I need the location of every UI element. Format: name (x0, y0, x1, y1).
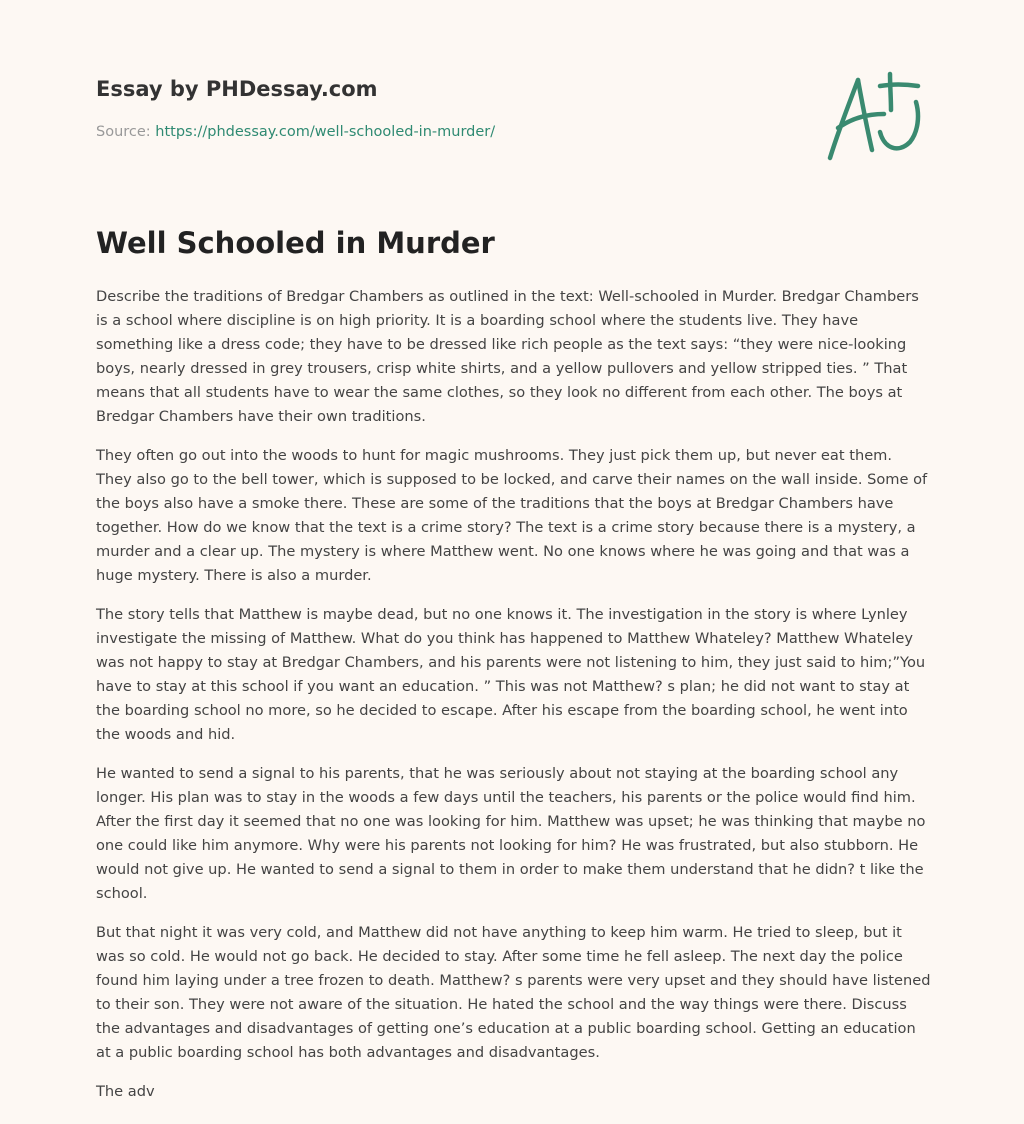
essay-title: Well Schooled in Murder (96, 226, 495, 260)
essay-paragraph: But that night it was very cold, and Matthew did not have anything to keep him warm. He tried to sleep, but it was so cold. He would not go back. He decided to stay. After some time he fell asleep. The next day the police found him laying under a tree frozen to death. Matthew? s parents were very upset and they should have listened to their son. They were not aware of the situation. He hated the school and the way things were there. Discuss the advantages and disadvantages of getting one’s education at a public boarding school. Getting an education at a public boarding school has both advantages and disadvantages. (96, 924, 931, 1061)
essay-body (96, 285, 932, 1119)
essay-paragraph: He wanted to send a signal to his parents, that he was seriously about not staying at the boarding school any longer. His plan was to stay in the woods a few days until the teachers, his parents or the police would find him. After the first day it seemed that no one was looking for him. Matthew was upset; he was thinking that maybe no one could like him anymore. Why were his parents not looking for him? He was frustrated, but also stubborn. He would not give up. He wanted to send a signal to them in order to make them understand that he didn? t like the school. (96, 765, 926, 902)
essay-paragraph: They often go out into the woods to hunt for magic mushrooms. They just pick them up, but never eat them. They also go to the bell tower, which is supposed to be locked, and carve their names on the wall inside. Some of the boys also have a smoke there. These are some of the traditions that the boys at Bredgar Chambers have together. How do we know that the text is a crime story? The text is a crime story because there is a mystery, a murder and a clear up. The mystery is where Matthew went. No one knows where he was going and that was a huge mystery. There is also a murder. (96, 447, 928, 584)
source-line (96, 124, 495, 140)
source-label: Source: (96, 124, 151, 140)
essay-paragraph: Describe the traditions of Bredgar Chambers as outlined in the text: Well-schooled in Murder. Bredgar Chambers is a school where discipline is on high priority. It is a boarding school where the students live. They have something like a dress code; they have to be dressed like rich people as the text says: “they were nice-looking boys, nearly dressed in grey trousers, crisp white shirts, and a yellow pullovers and yellow stripped ties. ” That means that all students have to wear the same clothes, so they look no different from each other. The boys at Bredgar Chambers have their own traditions. (96, 288, 919, 425)
brand-title: Essay by PHDessay.com (96, 77, 378, 101)
source-link[interactable]: https://phdessay.com/well-schooled-in-murder/ (155, 124, 496, 140)
a-plus-grade-icon (824, 66, 928, 166)
essay-paragraph: The adv (96, 1083, 155, 1100)
essay-paragraph: The story tells that Matthew is maybe dead, but no one knows it. The investigation in the story is where Lynley investigate the missing of Matthew. What do you think has happened to Matthew Whateley? Matthew Whateley was not happy to stay at Bredgar Chambers, and his parents were not listening to him, they just said to him;”You have to stay at this school if you want an education. ” This was not Matthew? s plan; he did not want to stay at the boarding school no more, so he decided to escape. After his escape from the boarding school, he went into the woods and hid. (96, 606, 926, 743)
